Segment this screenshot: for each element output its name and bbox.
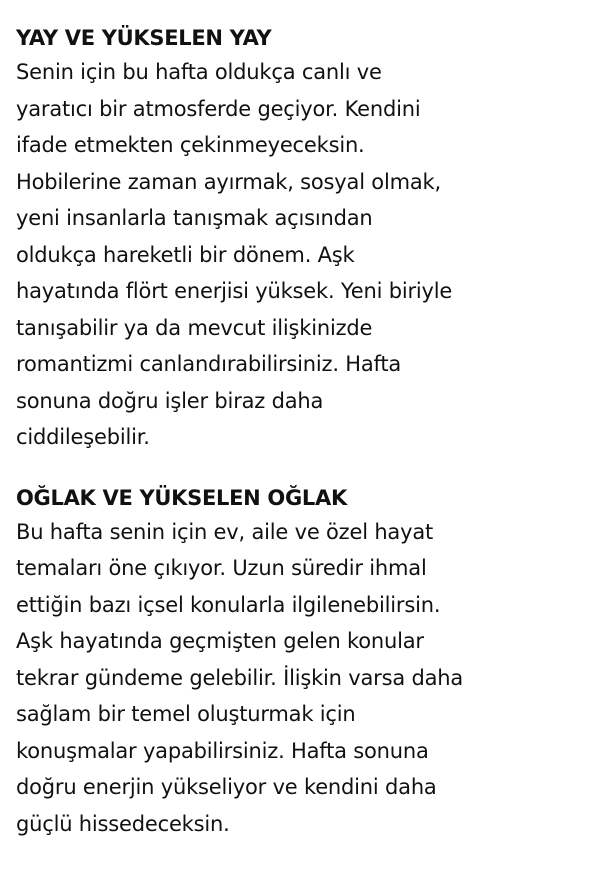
text-line: tanışabilir ya da mevcut ilişkinizde <box>16 315 373 340</box>
text-line: ettiğin bazı içsel konularla ilgilenebilirsin. <box>16 592 441 617</box>
text-line: tekrar gündeme gelebilir. İlişkin varsa daha <box>16 665 464 690</box>
text-line: sonuna doğru işler biraz daha <box>16 388 324 413</box>
text-line: yeni insanlarla tanışmak açısından <box>16 206 373 230</box>
text-line: Hobilerine zaman ayırmak, sosyal olmak, <box>16 169 441 194</box>
section-body-capricorn <box>16 514 594 843</box>
text-line: sağlam bir temel oluşturmak için <box>16 702 356 726</box>
text-line: güçlü hissedeceksin. <box>16 811 230 836</box>
text-line: doğru enerjin yükseliyor ve kendini daha <box>16 775 437 799</box>
text-line: Senin için bu hafta oldukça canlı ve <box>16 60 382 84</box>
text-line: ciddileşebilir. <box>16 425 150 449</box>
text-line: ifade etmekten çekinmeyeceksin. <box>16 133 365 157</box>
sagittarius-section <box>16 22 594 456</box>
section-heading-sagittarius: YAY VE YÜKSELEN YAY <box>16 26 272 50</box>
text-line: romantizmi canlandırabilirsiniz. Hafta <box>16 352 402 376</box>
text-line: temaları öne çıkıyor. Uzun süredir ihmal <box>16 556 427 580</box>
section-heading-capricorn: OĞLAK VE YÜKSELEN OĞLAK <box>16 485 347 510</box>
section-body-sagittarius <box>16 54 594 456</box>
text-line: Aşk hayatında geçmişten gelen konular <box>16 629 424 653</box>
text-line: Bu hafta senin için ev, aile ve özel hayat <box>16 519 434 544</box>
text-line: oldukça hareketli bir dönem. Aşk <box>16 242 355 267</box>
horoscope-page <box>16 22 594 842</box>
capricorn-section <box>16 482 594 843</box>
text-line: yaratıcı bir atmosferde geçiyor. Kendini <box>16 96 421 121</box>
text-line: hayatında flört enerjisi yüksek. Yeni biriyle <box>16 279 453 303</box>
text-line: konuşmalar yapabilirsiniz. Hafta sonuna <box>16 738 429 763</box>
